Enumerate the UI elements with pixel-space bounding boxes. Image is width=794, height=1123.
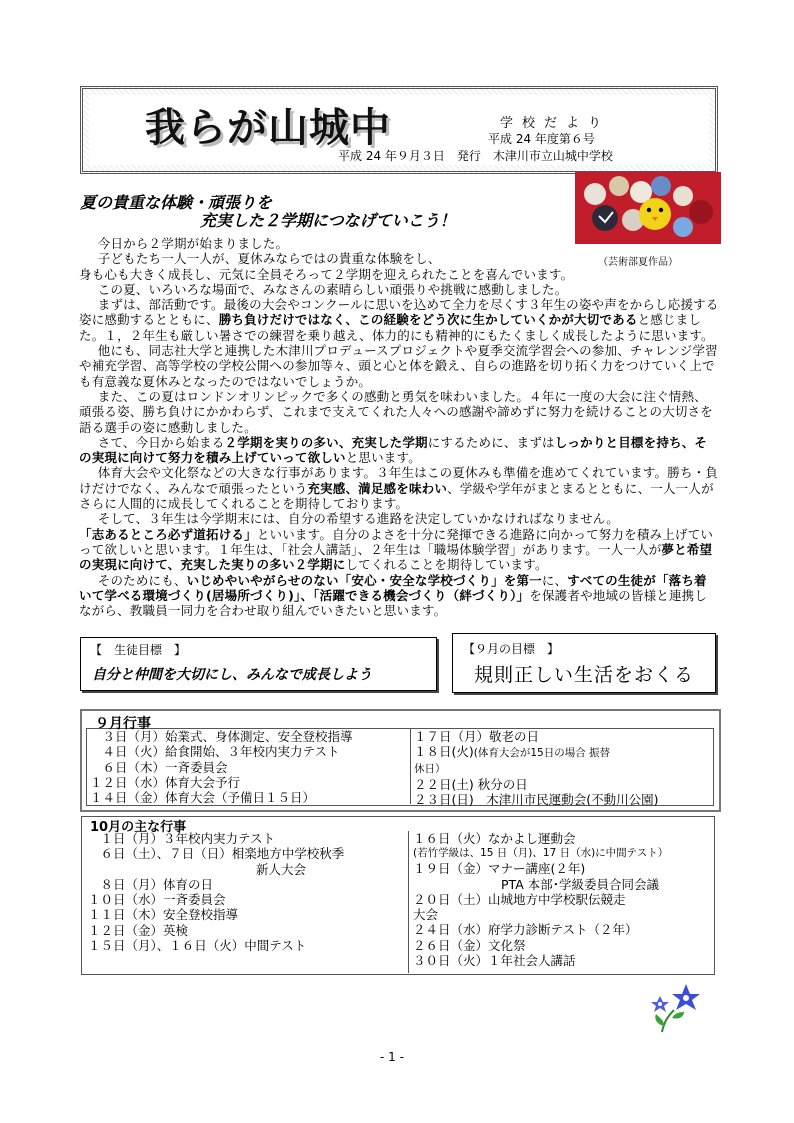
event-item: １８日(火)(体育大会が15日の場合 振替 [414, 744, 611, 760]
month-goal-label: 【９月の目標 】 [463, 642, 560, 656]
paragraph: 子どもたち一人一人が、夏休みならではの貴重な体験をし、 [97, 251, 441, 267]
september-events-title: ９月行事 [95, 716, 151, 732]
student-goal-label: 【 生徒目標 】 [90, 643, 187, 657]
paragraph: この夏、いろいろな場面で、みなさんの素晴らしい頑張りや挑戦に感動しました。 [97, 281, 568, 297]
newsletter-title: 我らが山城中 [145, 105, 391, 151]
paragraph: まずは、部活動です。最後の大会やコンクールに思いを込めて全力を尽くす３年生の姿や声をからし応援する姿に感動するとともに、勝ち負けだけではなく、この経験をどう次に生かしていくかが大切であると感じました。１，２年生も厳しい暑さでの練習を乗り越え、体力的にも精神的にもたくましく成長したように思います。 [79, 297, 719, 343]
september-right-list [414, 729, 659, 807]
event-item: ２０日（土）山城地方中学校駅伝競走 [413, 891, 626, 907]
event-item: １２日（水）体育大会予行 [90, 774, 241, 790]
event-item: ２２日(土) 秋分の日 [414, 776, 528, 792]
event-item: ４日（火）給食開始、３年校内実力テスト [90, 744, 340, 760]
event-item: ２３日(日) 木津川市民運動会(不動川公園) [414, 792, 659, 808]
paragraph: そのためにも、いじめやいやがらせのない「安心・安全な学校づくり」を第一に、すべての生徒が「落ち着いて学べる環境づくり(居場所づくり)」、「活躍できる機会づくり（絆づくり）」を保護者や地域の皆様と連携しながら、教職員一同力を合わせ取り組んでいきたいと思います。 [79, 572, 708, 619]
event-item: １４日（金）体育大会（予備日１５日） [90, 790, 316, 806]
event-item: ３日（月）始業式、身体測定、安全登校指導 [90, 729, 353, 744]
headline-line-2: 充実した２学期につなげていこう！ [200, 211, 456, 230]
event-item: １６日（火）なかよし運動会 [413, 831, 576, 846]
event-item-cont: PTA 本部･学級委員合同会議 [501, 876, 659, 892]
paragraph: 体育大会や文化祭などの大きな行事があります。３年生はこの夏休みも準備を進めてくれています。勝ち・負けだけでなく、みんなで頑張ったという充実感、満足感を味わい、学級や学年がまとまるとともに、一人一人がさらに人間的に成長してくれることを期待しております。 [79, 465, 719, 512]
paragraph: そして、３年生は今学期末には、自分の希望する進路を決定していかなければなりません。 [97, 511, 619, 527]
bellflower-icon [650, 982, 700, 1034]
event-item: ６日（土）、７日（日）相楽地方中学校秋季 [88, 846, 345, 862]
newsletter-subtitle: 学校だより [500, 116, 611, 131]
september-left-list [90, 729, 353, 805]
headline-line-1: 夏の貴重な体験・頑張りを [80, 193, 273, 212]
event-item: １２日（金）英検 [88, 922, 189, 938]
paragraph: 他にも、同志社大学と連携した木津川プロデュースプロジェクトや夏季交流学習会への参加、チャレンジ学習や補充学習、高等学校の学校公開への参加等々、頭と心と体を鍛え、自らの進路を切り拓く力をつけていく上でも有意義な夏休みとなったのではないでしょうか。 [79, 343, 718, 389]
event-item: １５日（月）、１６日（火）中間テスト [88, 938, 307, 954]
felt-balls-photo [575, 172, 721, 244]
event-note: (若竹学級は、15 日（月)、17 日（水)に中間テスト） [413, 847, 669, 860]
event-item: １９日（金）マナー講座(２年) [413, 861, 586, 877]
photo-caption: （芸術部夏作品） [598, 257, 678, 268]
event-item: １０日（水）一斉委員会 [88, 892, 226, 908]
issue-number: 平成 24 年度第６号 [488, 132, 595, 146]
october-left-list [88, 831, 344, 953]
october-events-title: 10月の主な行事 [90, 820, 187, 835]
october-right-list [413, 831, 711, 968]
student-goal-text: 自分と仲間を大切にし、みんなで成長しよう [92, 667, 372, 683]
column-divider [408, 831, 409, 973]
paragraph: 「志あるところ必ず道拓ける」といいます。自分のよさを十分に発揮できる進路に向かって努力を積み上げていって欲しいと思います。１年生は、「社会人講話」、２年生は「職場体験学習」があります。一人一人が夢と希望の実現に向けて、充実した実りの多い２学期にしてくれることを期待しています。 [79, 526, 714, 573]
column-divider [410, 729, 411, 804]
event-item: １７日（月）敬老の日 [414, 729, 540, 744]
event-note: 休日） [414, 762, 446, 775]
event-item-cont: 大会 [413, 907, 439, 923]
event-item: ６日（木）一斉委員会 [90, 759, 228, 775]
event-item-cont: 新人大会 [256, 861, 307, 877]
date-line: 平成 24 年９月３日 発行 木津川市立山城中学校 [338, 149, 613, 163]
paragraph: 身も心も大きく成長し、元気に全員そろって２学期を迎えられたことを喜んでいます。 [79, 266, 574, 282]
event-item: ２６日（金）文化祭 [413, 937, 526, 953]
page-number: - 1 - [380, 1050, 404, 1064]
paragraph: 今日から２学期が始まりました。 [97, 236, 289, 251]
event-item: １日（月）３年校内実力テスト [88, 831, 276, 846]
event-item: ８日（月）体育の日 [88, 876, 214, 892]
paragraph: また、この夏はロンドンオリンピックで多くの感動と勇気を味わいました。４年に一度の大会に注ぐ情熱、頑張る姿、勝ち負けにかかわらず、これまで支えてくれた人々への感謝や諦めずに努力を続けることの大切さを語る選手の姿に感動しました。 [79, 388, 714, 435]
event-item: ３０日（火）１年社会人講話 [413, 953, 576, 969]
month-goal-text: 規則正しい生活をおくる [474, 664, 695, 686]
paragraph: さて、今日から始まる２学期を実りの多い、充実した学期にするために、まずはしっかりと目標を持ち、その実現に向けて努力を積み上げていって欲しいと思います。 [79, 434, 708, 466]
article-body [79, 236, 719, 618]
event-item: １１日（木）安全登校指導 [88, 907, 239, 923]
event-item: ２４日（水）府学力診断テスト（２年） [413, 922, 638, 938]
